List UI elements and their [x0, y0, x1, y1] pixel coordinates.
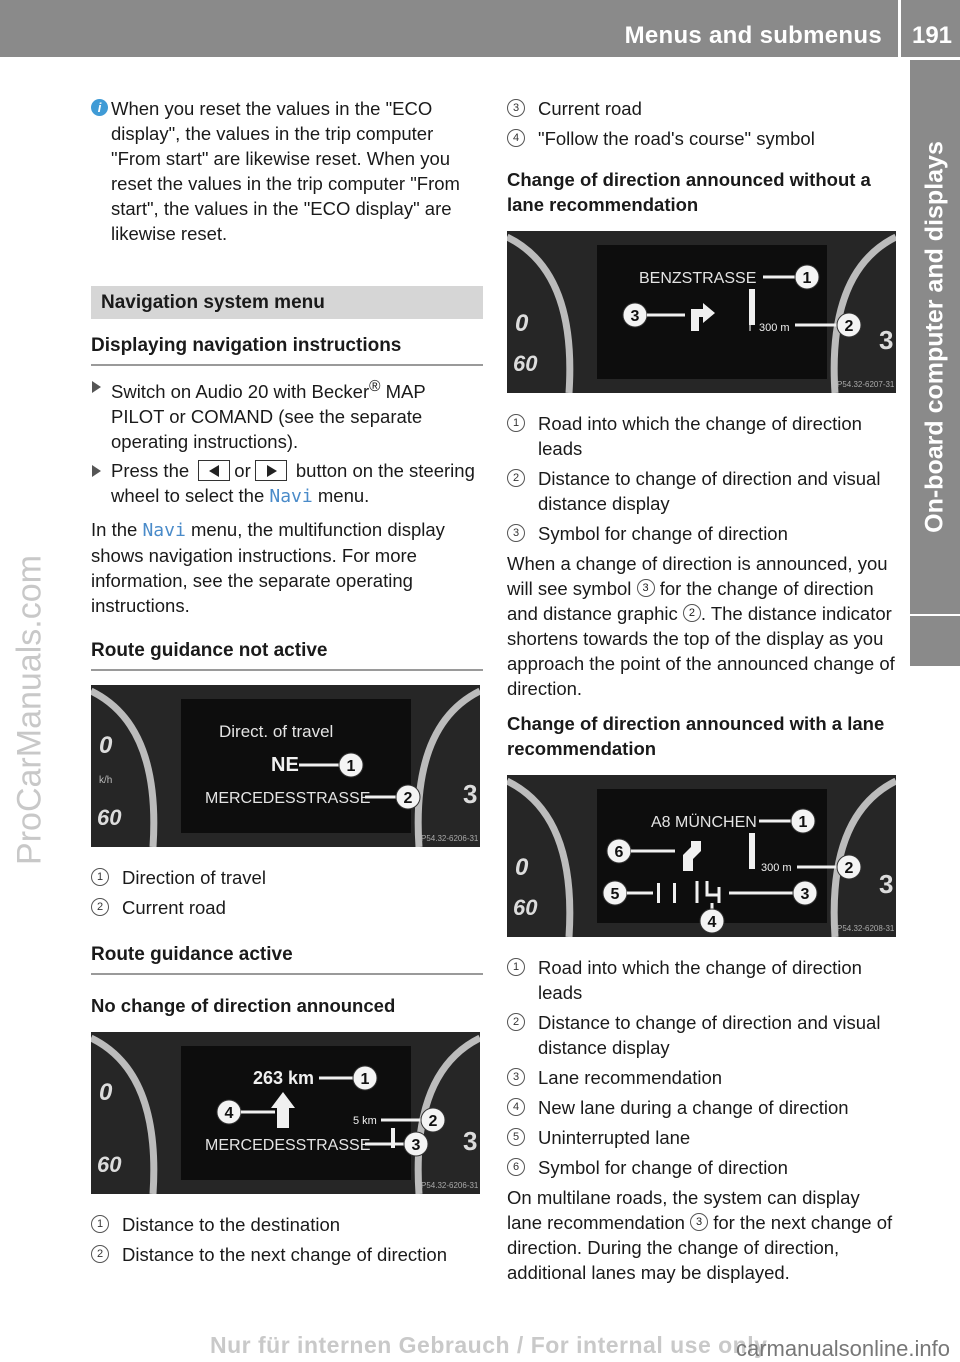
svg-text:1: 1	[798, 814, 808, 831]
screen-title-text: Direct. of travel	[219, 722, 334, 742]
legend-item: 5 Uninterrupted lane	[507, 1125, 899, 1150]
legend-item: 1 Direction of travel	[91, 865, 483, 890]
svg-text:2: 2	[844, 860, 854, 877]
legend-item: 2 Current road	[91, 895, 483, 920]
right-column	[507, 96, 899, 1295]
display-route-not-active	[91, 685, 480, 847]
page-header-title: Menus and submenus	[624, 22, 882, 49]
side-tab-marker	[910, 616, 960, 666]
screen-road-text: MERCEDESSTRASSE	[205, 1137, 371, 1155]
svg-text:0: 0	[99, 1079, 113, 1107]
svg-text:2: 2	[428, 1113, 438, 1131]
svg-text:3: 3	[630, 308, 640, 325]
svg-text:3: 3	[879, 325, 894, 355]
svg-text:60: 60	[513, 351, 538, 376]
legend-item: 6 Symbol for change of direction	[507, 1155, 899, 1180]
step-arrow-icon	[92, 465, 101, 477]
step-arrow-icon	[92, 381, 101, 393]
screen-distance-text: 300 m	[761, 862, 792, 874]
svg-text:3: 3	[411, 1137, 421, 1155]
legend-item: 2 Distance to change of direction and visual distance display	[507, 466, 899, 516]
step-switch-on: Switch on Audio 20 with Becker® MAP PILOT or COMAND (see the separate operating instructions).	[91, 374, 483, 454]
info-icon: i	[91, 99, 108, 116]
screen-distance-text: 263 km	[253, 1068, 315, 1089]
subhead-no-change: No change of direction announced	[91, 995, 396, 1017]
svg-text:3: 3	[800, 886, 810, 903]
legend-item: 4 New lane during a change of direction	[507, 1095, 899, 1120]
legend-item: 2 Distance to change of direction and visual distance display	[507, 1010, 899, 1060]
heading-route-not-active: Route guidance not active	[91, 638, 483, 671]
screen-direction-text: NE	[271, 754, 299, 777]
left-arrow-button-icon	[198, 460, 230, 481]
svg-text:3: 3	[463, 1126, 478, 1157]
screen-next-distance-text: 5 km	[353, 1115, 377, 1128]
screen-distance-text: 300 m	[759, 322, 790, 334]
svg-text:3: 3	[463, 779, 478, 810]
paragraph-navi-menu: In the Navi menu, the multifunction display shows navigation instructions. For more information, see the separate operating instructions.	[91, 519, 445, 617]
left-column	[91, 96, 483, 1272]
section-title: Navigation system menu	[91, 286, 483, 319]
svg-text:4: 4	[707, 914, 717, 931]
svg-text:1: 1	[802, 270, 812, 287]
watermark-left: ProCarManuals.com	[10, 555, 49, 865]
right-arrow-button-icon	[255, 460, 287, 481]
legend-item: 1 Road into which the change of direction leads	[507, 955, 899, 1005]
display-no-change	[91, 1032, 480, 1194]
info-note: i When you reset the values in the "ECO display", the values in the trip computer "From start" are likewise reset. When you reset the values in the trip computer "From start", the values in the "ECO display" are likewise reset.	[91, 96, 483, 246]
svg-text:60: 60	[513, 895, 538, 920]
legend-item: 3 Current road	[507, 96, 899, 121]
heading-route-active: Route guidance active	[91, 942, 483, 975]
screen-road-text: BENZSTRASSE	[639, 270, 757, 287]
footer-internal-note: Nur für internen Gebrauch / For internal use only	[210, 1332, 768, 1358]
screen-ref-text: P54.32-6207-31	[837, 380, 895, 389]
footer-site: carmanualsonline.info	[735, 1336, 950, 1361]
screen-ref-text: P54.32-6206-31	[421, 834, 479, 844]
svg-text:2: 2	[403, 790, 413, 808]
svg-text:k/h: k/h	[99, 775, 113, 787]
svg-text:0: 0	[99, 732, 113, 760]
legend-item: 4 "Follow the road's course" symbol	[507, 126, 899, 151]
subhead-without-lane: Change of direction announced without a lane recommendation	[507, 169, 871, 215]
svg-text:6: 6	[614, 844, 624, 861]
side-section-label: On-board computer and displays	[920, 141, 949, 533]
display-with-lane	[507, 775, 896, 937]
navi-menu-label: Navi	[269, 486, 313, 508]
screen-road-text: A8 MÜNCHEN	[651, 814, 757, 831]
screen-road-text: MERCEDESSTRASSE	[205, 790, 371, 808]
svg-text:0: 0	[515, 854, 529, 881]
screen-ref-text: P54.32-6206-31	[421, 1181, 479, 1191]
svg-text:2: 2	[844, 318, 854, 335]
legend-item: 3 Lane recommendation	[507, 1065, 899, 1090]
svg-text:3: 3	[879, 869, 894, 899]
svg-text:1: 1	[360, 1071, 370, 1089]
legend-item: 3 Symbol for change of direction	[507, 521, 899, 546]
svg-text:0: 0	[515, 310, 529, 337]
legend-item: 2 Distance to the next change of direction	[91, 1242, 483, 1267]
screen-ref-text: P54.32-6208-31	[837, 924, 895, 933]
svg-text:4: 4	[224, 1105, 234, 1123]
subhead-with-lane: Change of direction announced with a lane recommendation	[507, 713, 885, 759]
legend-item: 1 Distance to the destination	[91, 1212, 483, 1237]
svg-text:60: 60	[97, 1152, 122, 1178]
paragraph-when-change: When a change of direction is announced, you will see symbol 3 for the change of direction and distance graphic 2 . The distance indicator shortens towards the top of the display as you approach the point of the announced change of direction.	[507, 553, 895, 699]
svg-text:5: 5	[610, 886, 620, 903]
svg-text:1: 1	[346, 758, 356, 776]
paragraph-multilane: On multilane roads, the system can display lane recommendation 3 for the next change of direction. During the change of direction, additional lanes may be displayed.	[507, 1187, 893, 1283]
legend-item: 1 Road into which the change of direction leads	[507, 411, 899, 461]
step-press-button: Press the or button on the steering wheel to select the Navi menu.	[91, 458, 483, 509]
heading-displaying-navigation: Displaying navigation instructions	[91, 333, 483, 366]
header-separator	[898, 0, 901, 57]
display-without-lane	[507, 231, 896, 393]
navi-menu-label: Navi	[142, 520, 186, 542]
svg-text:60: 60	[97, 805, 122, 831]
page-number: 191	[911, 22, 953, 49]
